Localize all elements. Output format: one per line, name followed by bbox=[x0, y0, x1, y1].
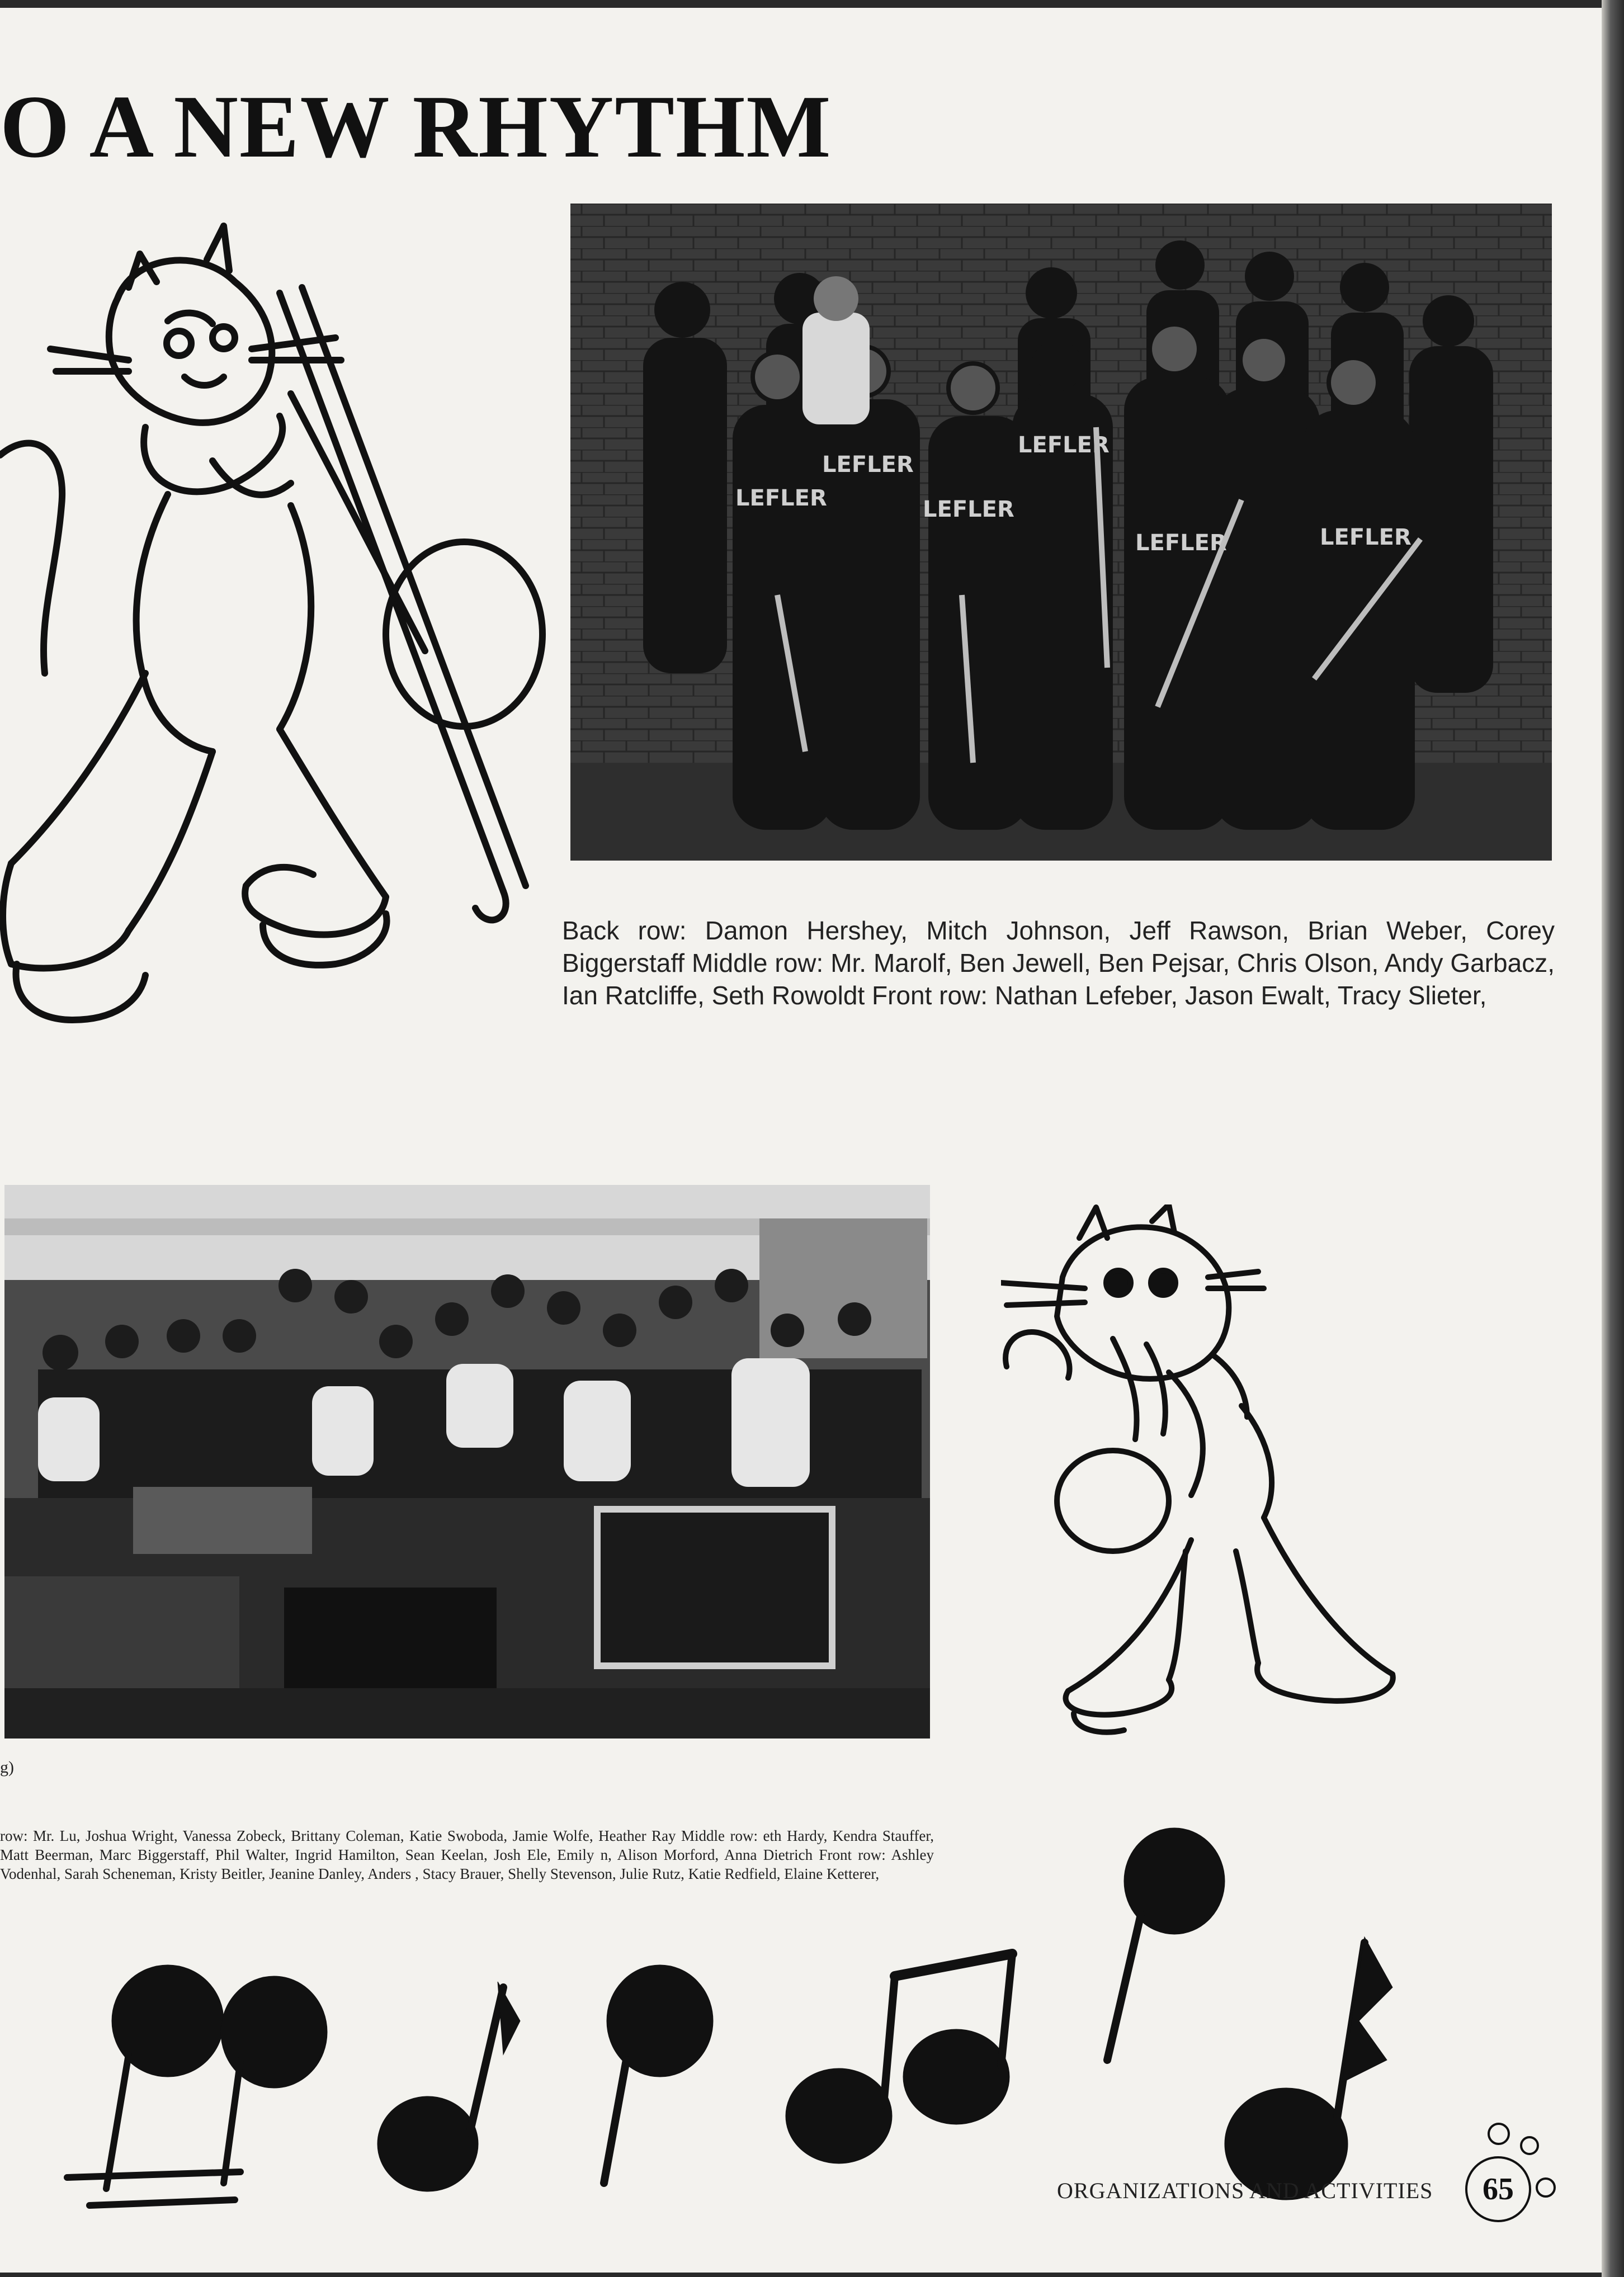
concert-band-photo bbox=[4, 1185, 930, 1739]
jazz-band-caption: Back row: Damon Hershey, Mitch Johnson, Jeff Rawson, Brian Weber, Corey Biggerstaff Middle row: Mr. Marolf, Ben Jewell, Ben Pejsar, Chris Olson, Andy Garbacz, Ian Ratcliffe, Seth Rowoldt Front row: Nathan Lefeber, Jason Ewalt, Tracy Slieter, bbox=[562, 916, 1555, 1010]
shirt-text: LEFLER bbox=[735, 485, 827, 511]
cropped-sidebar-text: g) bbox=[0, 1758, 14, 1777]
music-notes-row bbox=[56, 1820, 1426, 2222]
bubble-icon bbox=[1536, 2177, 1556, 2198]
trumpet-cat-drawing bbox=[1001, 1204, 1426, 1741]
section-title: ORGANIZATIONS AND ACTIVITIES bbox=[1057, 2178, 1433, 2203]
concert-band-caption: row: Mr. Lu, Joshua Wright, Vanessa Zobeck, Brittany Coleman, Katie Swoboda, Jamie Wolfe, Heather Ray Middle row: eth Hardy, Kendra Stauffer, Matt Beerman, Marc Biggerstaff, Phil Walter, Ingrid Hamilton, Sean Keelan, Josh Ele, Emily n, Alison Morford, Anna Dietrich Front row: Ashley Vodenhal, Sarah Scheneman, Kristy Beitler, Jeanine Danley, Anders , Stacy Brauer, Shelly Stevenson, Julie Rutz, Katie Redfield, Elaine Ketterer, bbox=[0, 1827, 934, 1882]
yearbook-page bbox=[0, 8, 1609, 2273]
trombone-cat-drawing bbox=[0, 192, 559, 1087]
shirt-text: LEFLER bbox=[1018, 432, 1110, 458]
bubble-icon bbox=[1520, 2136, 1539, 2155]
shirt-text: LEFLER bbox=[822, 452, 914, 478]
jazz-band-photo bbox=[570, 204, 1552, 861]
book-binding-edge bbox=[1602, 0, 1624, 2277]
page-title: O A NEW RHYTHM bbox=[0, 77, 832, 176]
page-number: 65 bbox=[1465, 2156, 1531, 2222]
bubble-icon bbox=[1488, 2123, 1510, 2145]
shirt-text: LEFLER bbox=[923, 497, 1014, 522]
shirt-text: LEFLER bbox=[1320, 525, 1411, 550]
eighth-note-icon bbox=[377, 2096, 478, 2191]
shirt-text: LEFLER bbox=[1135, 530, 1227, 556]
beamed-notes-icon bbox=[786, 2068, 892, 2163]
